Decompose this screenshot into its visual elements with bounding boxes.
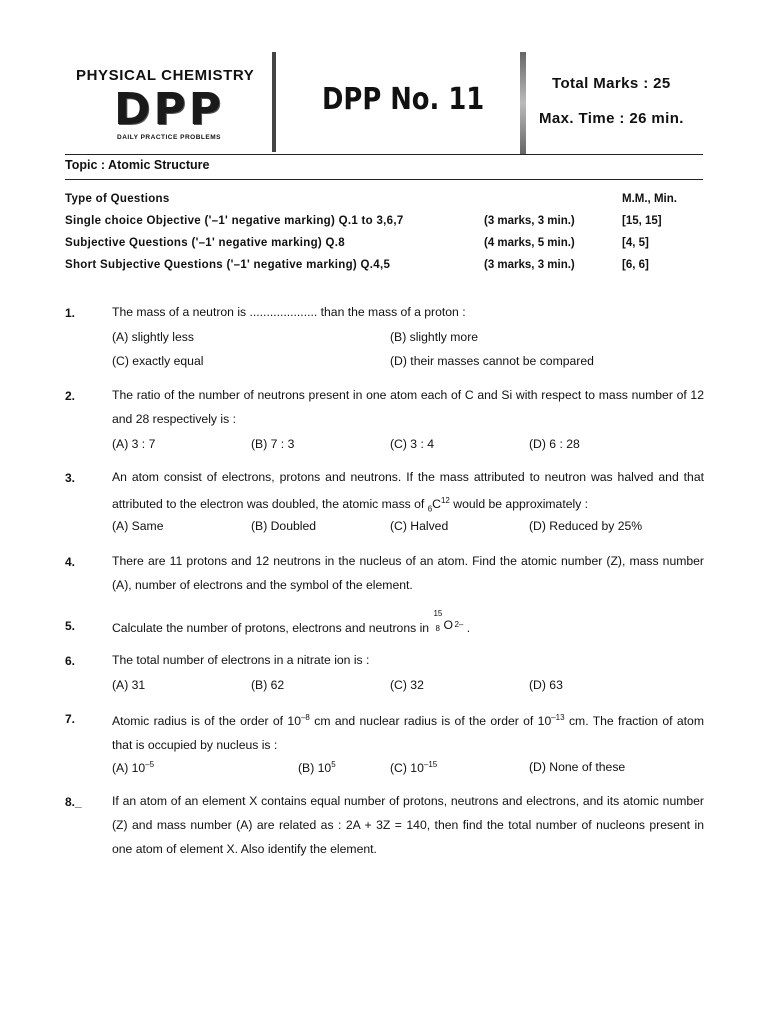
question-5-end: . xyxy=(463,621,471,635)
question-7-text-part3: cm. The fraction of atom that is occupied by nucleus is : xyxy=(112,714,704,753)
question-3-text-before: An atom consist of electrons, protons and neutrons. If the mass attributed to neutron was halved and that attributed to the electron was doubled, the atomic mass of xyxy=(112,470,704,512)
question-2-option-b: (B) 7 : 3 xyxy=(251,437,295,451)
question-6-option-a: (A) 31 xyxy=(112,678,146,692)
question-2-number: 2. xyxy=(65,389,76,403)
question-7-text-part1: Atomic radius is of the order of 10 xyxy=(112,714,301,729)
qtype-row-1-mm: [15, 15] xyxy=(622,215,662,227)
question-6-option-d: (D) 63 xyxy=(529,678,563,692)
question-1-option-a: (A) slightly less xyxy=(112,330,194,344)
question-3-atomic-number: 6 xyxy=(427,504,433,514)
question-2-option-c: (C) 3 : 4 xyxy=(390,437,435,451)
question-1-option-c: (C) exactly equal xyxy=(112,354,204,368)
question-5-mass-number: 15 xyxy=(433,609,443,618)
question-7-option-c-exp: –15 xyxy=(423,760,438,769)
question-5-isotope xyxy=(432,609,454,633)
question-4-number: 4. xyxy=(65,555,76,569)
question-5-atomic-number: 8 xyxy=(435,624,440,633)
question-3-text xyxy=(112,465,704,522)
qtype-row-1-marks: (3 marks, 3 min.) xyxy=(484,215,575,227)
question-7-text xyxy=(112,706,704,757)
question-7-option-b-exp: 5 xyxy=(331,760,336,769)
question-5-symbol: O xyxy=(443,618,453,632)
question-6-option-c: (C) 32 xyxy=(390,678,424,692)
question-7-text-part2: cm and nuclear radius is of the order of 10 xyxy=(309,714,552,729)
question-1-text: The mass of a neutron is .................... than the mass of a proton : xyxy=(112,305,466,319)
question-3-option-c: (C) Halved xyxy=(390,519,449,533)
dpp-logo-tagline: DAILY PRACTICE PROBLEMS xyxy=(117,134,221,141)
question-7-option-c-base: (C) 10 xyxy=(390,761,424,776)
question-6-number: 6. xyxy=(65,654,76,668)
question-8-text: If an atom of an element X contains equal number of protons, neutrons and electrons, and its atomic number (Z) and mass number (A) are related as : 2A + 3Z = 140, then find the total number of nucleons present in one atom of element X. Also identify the element. xyxy=(112,794,704,856)
header-divider-right xyxy=(520,52,526,154)
topic-rule xyxy=(65,179,703,180)
total-marks: Total Marks : 25 xyxy=(552,75,671,92)
question-7-option-b-base: (B) 10 xyxy=(298,761,332,776)
question-types-heading: Type of Questions xyxy=(65,193,170,205)
qtype-row-2-type: Subjective Questions ('–1' negative marking) Q.8 xyxy=(65,237,345,249)
question-7-option-a-base: (A) 10 xyxy=(112,761,146,776)
question-1-number: 1. xyxy=(65,306,76,320)
question-7-option-c xyxy=(390,760,437,775)
question-2-option-d: (D) 6 : 28 xyxy=(529,437,580,451)
question-7-exponent-2: –13 xyxy=(551,713,565,722)
question-7-option-d: (D) None of these xyxy=(529,760,626,774)
question-3-option-d: (D) Reduced by 25% xyxy=(529,519,643,533)
question-6-option-b: (B) 62 xyxy=(251,678,285,692)
mm-heading: M.M., Min. xyxy=(622,193,677,205)
question-5-text xyxy=(112,609,471,635)
question-3-number: 3. xyxy=(65,471,76,485)
qtype-row-1-type: Single choice Objective ('–1' negative marking) Q.1 to 3,6,7 xyxy=(65,215,404,227)
qtype-row-2-mm: [4, 5] xyxy=(622,237,649,249)
question-5-charge: 2– xyxy=(454,619,464,629)
question-4-text: There are 11 protons and 12 neutrons in the nucleus of an atom. Find the atomic number (Z), mass number (A), number of electrons and the symbol of the element. xyxy=(112,554,704,592)
question-7-number: 7. xyxy=(65,712,76,726)
question-3-text-after: would be approximately : xyxy=(449,497,589,512)
question-7-option-a xyxy=(112,760,154,775)
question-3-mass-number: 12 xyxy=(440,496,450,505)
topic: Topic : Atomic Structure xyxy=(65,158,210,172)
question-3-option-b: (B) Doubled xyxy=(251,519,317,533)
max-time: Max. Time : 26 min. xyxy=(539,110,684,127)
question-7-exponent-1: –8 xyxy=(300,713,310,722)
qtype-row-2-marks: (4 marks, 5 min.) xyxy=(484,237,575,249)
question-5-text-main: Calculate the number of protons, electrons and neutrons in xyxy=(112,621,433,635)
question-3-option-a: (A) Same xyxy=(112,519,164,533)
question-1-option-b: (B) slightly more xyxy=(390,330,479,344)
question-7-option-a-exp: –5 xyxy=(145,760,155,769)
question-2-option-a: (A) 3 : 7 xyxy=(112,437,156,451)
question-5-number: 5. xyxy=(65,619,76,633)
header-divider-left xyxy=(272,52,276,152)
qtype-row-3-marks: (3 marks, 3 min.) xyxy=(484,259,575,271)
question-1-option-d: (D) their masses cannot be compared xyxy=(390,354,594,368)
question-3-symbol: C xyxy=(432,497,441,512)
question-7-option-b xyxy=(298,760,336,775)
question-2-text: The ratio of the number of neutrons present in one atom each of C and Si with respect to mass number of 12 and 28 respectively is : xyxy=(112,388,704,426)
header-rule xyxy=(65,154,703,155)
subject-title: PHYSICAL CHEMISTRY xyxy=(76,67,255,84)
dpp-logo: DPP xyxy=(114,84,225,135)
qtype-row-3-mm: [6, 6] xyxy=(622,259,649,271)
question-8-number: 8._ xyxy=(65,795,82,809)
dpp-number: DPP No. 11 xyxy=(322,82,485,117)
qtype-row-3-type: Short Subjective Questions ('–1' negative marking) Q.4,5 xyxy=(65,259,391,271)
question-6-text: The total number of electrons in a nitrate ion is : xyxy=(112,653,370,667)
